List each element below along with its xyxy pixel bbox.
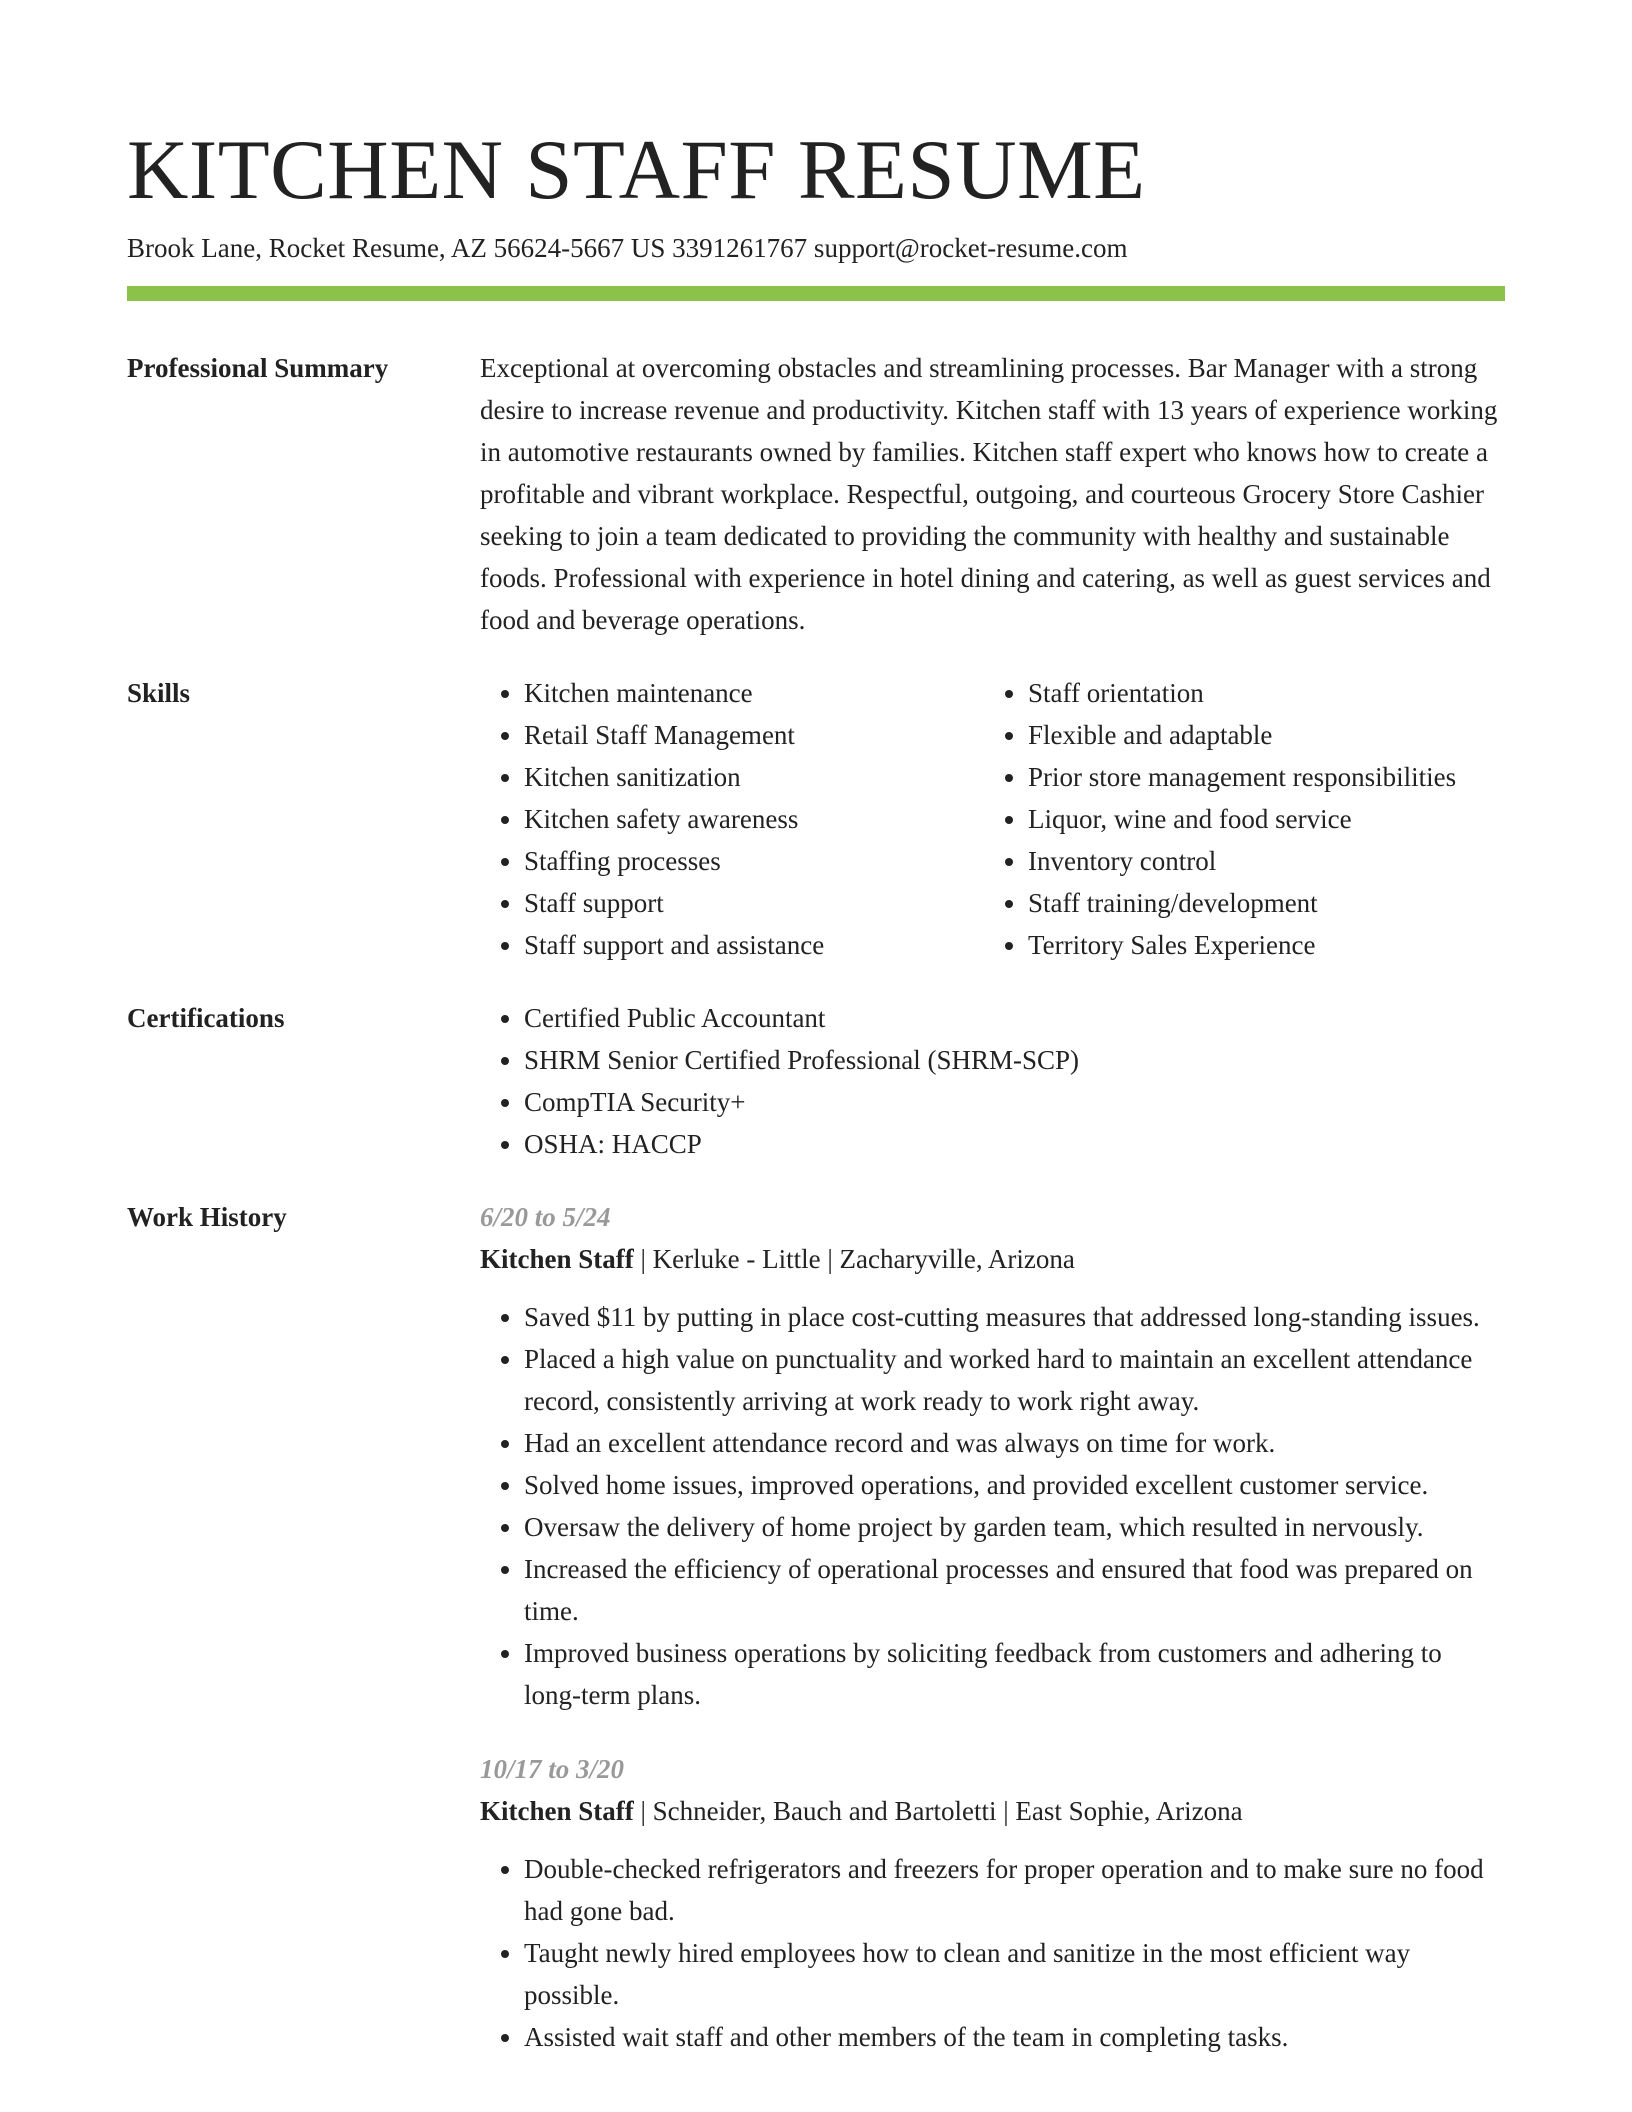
job-entry	[480, 1196, 1505, 1716]
skill-item: • Territory Sales Experience	[1028, 924, 1488, 966]
job-title: Kitchen Staff	[480, 1244, 634, 1274]
skills-body	[480, 672, 1505, 966]
job-dates: 10/17 to 3/20	[480, 1754, 625, 1784]
work-history-body	[480, 1196, 1505, 2058]
skills-column-left	[480, 672, 984, 966]
certifications-section	[127, 997, 1505, 1165]
job-bullet: • Improved business operations by soliciting feedback from customers and adhering to long-term plans.	[524, 1632, 1505, 1716]
skill-item: • Prior store management responsibilities	[1028, 756, 1488, 798]
summary-text: Exceptional at overcoming obstacles and streamlining processes. Bar Manager with a strong desire to increase revenue and productivity. Kitchen staff with 13 years of experience working in automotive restaurants owned by families. Kitchen staff expert who knows how to create a profitable and vibrant workplace. Respectful, outgoing, and courteous Grocery Store Cashier seeking to join a team dedicated to providing the community with healthy and sustainable foods. Professional with experience in hotel dining and catering, as well as guest services and food and beverage operations.	[480, 353, 1498, 635]
certifications-body	[480, 997, 1505, 1165]
skill-item: • Staffing processes	[524, 840, 984, 882]
certification-item: • SHRM Senior Certified Professional (SHRM-SCP)	[524, 1039, 1505, 1081]
certifications-list	[480, 997, 1505, 1165]
job-bullet: • Increased the efficiency of operational processes and ensured that food was prepared on time.	[524, 1548, 1505, 1632]
resume-title: KITCHEN STAFF RESUME	[127, 123, 1146, 217]
skills-columns	[480, 672, 1505, 966]
job-bullet: • Assisted wait staff and other members of the team in completing tasks.	[524, 2016, 1505, 2058]
skill-item: • Kitchen sanitization	[524, 756, 984, 798]
job-bullet-list	[480, 1848, 1505, 2058]
job-heading	[480, 1238, 1505, 1280]
job-bullet: • Saved $11 by putting in place cost-cutting measures that addressed long-standing issues.	[524, 1296, 1505, 1338]
skill-item: • Staff orientation	[1028, 672, 1488, 714]
job-bullet: • Had an excellent attendance record and was always on time for work.	[524, 1422, 1505, 1464]
skills-list-left	[480, 672, 984, 966]
skill-item: • Flexible and adaptable	[1028, 714, 1488, 756]
job-dates: 6/20 to 5/24	[480, 1202, 611, 1232]
skills-column-right	[984, 672, 1488, 966]
job-bullet: • Solved home issues, improved operations, and provided excellent customer service.	[524, 1464, 1505, 1506]
job-bullet: • Placed a high value on punctuality and worked hard to maintain an excellent attendance record, consistently arriving at work ready to work right away.	[524, 1338, 1505, 1422]
certification-item: • OSHA: HACCP	[524, 1123, 1505, 1165]
skill-item: • Inventory control	[1028, 840, 1488, 882]
skills-list-right	[984, 672, 1488, 966]
skill-item: • Liquor, wine and food service	[1028, 798, 1488, 840]
skills-label: Skills	[127, 678, 191, 708]
certifications-label: Certifications	[127, 1003, 285, 1033]
summary-body	[480, 347, 1505, 641]
job-heading	[480, 1790, 1505, 1832]
summary-label: Professional Summary	[127, 353, 389, 383]
skill-item: • Kitchen maintenance	[524, 672, 984, 714]
job-details: | Schneider, Bauch and Bartoletti | East Sophie, Arizona	[633, 1796, 1243, 1826]
summary-section	[127, 347, 1505, 641]
job-bullet: • Double-checked refrigerators and freezers for proper operation and to make sure no food had gone bad.	[524, 1848, 1505, 1932]
job-bullet-list	[480, 1296, 1505, 1716]
certification-item: • Certified Public Accountant	[524, 997, 1505, 1039]
skill-item: • Retail Staff Management	[524, 714, 984, 756]
job-bullet: • Taught newly hired employees how to clean and sanitize in the most efficient way possible.	[524, 1932, 1505, 2016]
skill-item: • Staff support and assistance	[524, 924, 984, 966]
skill-item: • Staff support	[524, 882, 984, 924]
certification-item: • CompTIA Security+	[524, 1081, 1505, 1123]
resume-page	[127, 120, 1505, 2058]
job-bullet: • Oversaw the delivery of home project by garden team, which resulted in nervously.	[524, 1506, 1505, 1548]
accent-divider	[127, 286, 1505, 301]
job-entry	[480, 1748, 1505, 2058]
work-history-section	[127, 1196, 1505, 2058]
skill-item: • Kitchen safety awareness	[524, 798, 984, 840]
skills-section	[127, 672, 1505, 966]
job-title: Kitchen Staff	[480, 1796, 634, 1826]
skill-item: • Staff training/development	[1028, 882, 1488, 924]
work-history-label: Work History	[127, 1202, 287, 1232]
job-details: | Kerluke - Little | Zacharyville, Arizona	[633, 1244, 1075, 1274]
contact-line: Brook Lane, Rocket Resume, AZ 56624-5667 US 3391261767 support@rocket-resume.com	[127, 233, 1128, 263]
